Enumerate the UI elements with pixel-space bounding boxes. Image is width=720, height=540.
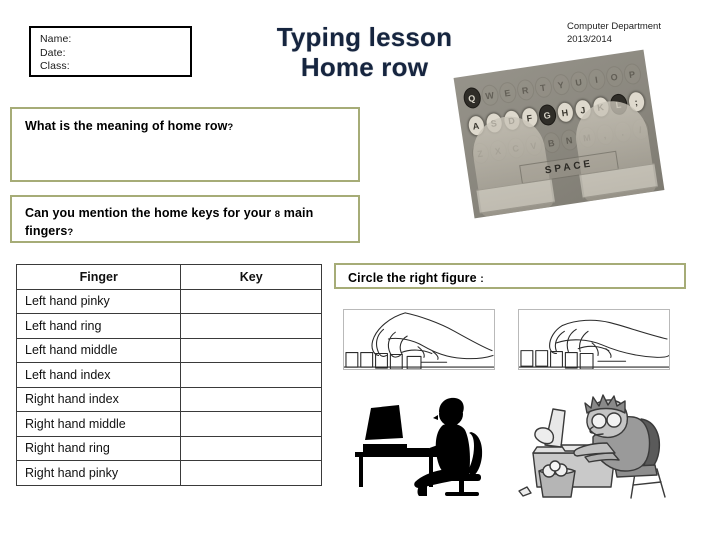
key-R: R	[515, 78, 535, 101]
key-F: F	[519, 106, 539, 129]
table-row	[17, 338, 322, 363]
table-row	[17, 363, 322, 388]
question-2-number: 8	[274, 209, 281, 220]
key-answer-cell[interactable]	[181, 436, 322, 461]
incorrect-posture-cartoon-icon	[515, 383, 695, 500]
key-H: H	[555, 101, 575, 124]
column-header-key: Key	[181, 265, 322, 290]
hand-posture-figure-flat[interactable]	[518, 309, 670, 370]
question-3-colon: :	[480, 273, 484, 285]
page-title-line2: Home row	[300, 52, 429, 82]
hands-on-keyboard-photo	[454, 50, 665, 219]
finger-name-cell: Left hand index	[17, 363, 181, 388]
sitting-posture-figure-correct[interactable]	[341, 388, 496, 496]
key-U: U	[569, 70, 589, 93]
finger-name-cell: Right hand pinky	[17, 461, 181, 486]
key-answer-cell[interactable]	[181, 461, 322, 486]
column-header-finger: Finger	[17, 265, 181, 290]
table-header-row	[17, 265, 322, 290]
key-O: O	[604, 65, 624, 88]
question-1-mark: ?	[227, 122, 234, 133]
department-name: Computer Department	[567, 21, 661, 32]
finger-name-cell: Left hand ring	[17, 314, 181, 339]
key-answer-cell[interactable]	[181, 338, 322, 363]
key-semicolon: ;	[626, 90, 646, 113]
finger-name-cell: Right hand index	[17, 387, 181, 412]
question-box-home-row-meaning	[10, 107, 360, 182]
key-A: A	[466, 114, 486, 137]
table-row	[17, 436, 322, 461]
class-label: Class:	[40, 60, 70, 72]
correct-posture-silhouette-icon	[341, 388, 496, 496]
table-row	[17, 461, 322, 486]
curved-hand-icon	[344, 310, 494, 369]
date-label: Date:	[40, 46, 66, 59]
department-block	[567, 21, 661, 46]
question-2-mark: ?	[67, 227, 74, 238]
question-2-text	[25, 205, 346, 241]
key-Y: Y	[551, 73, 571, 96]
question-3-text	[348, 270, 684, 287]
key-E: E	[497, 81, 517, 104]
question-1-label: What is the meaning of home row	[25, 119, 228, 133]
question-box-home-keys	[10, 195, 360, 243]
key-answer-cell[interactable]	[181, 289, 322, 314]
key-answer-cell[interactable]	[181, 314, 322, 339]
key-G: G	[537, 103, 557, 126]
academic-year: 2013/2014	[567, 33, 612, 45]
hand-posture-figure-curved[interactable]	[343, 309, 495, 370]
page-title-line1: Typing lesson	[276, 22, 453, 52]
question-1-text	[25, 118, 358, 136]
key-W: W	[480, 84, 500, 107]
table-row	[17, 314, 322, 339]
key-T: T	[533, 76, 553, 99]
sitting-posture-figure-incorrect[interactable]	[515, 383, 695, 500]
key-J: J	[573, 98, 593, 121]
finger-name-cell: Left hand pinky	[17, 289, 181, 314]
finger-name-cell: Right hand middle	[17, 412, 181, 437]
table-row	[17, 412, 322, 437]
key-B: B	[541, 131, 561, 154]
finger-name-cell: Right hand ring	[17, 436, 181, 461]
question-box-circle-figure	[334, 263, 686, 289]
finger-name-cell: Left hand middle	[17, 338, 181, 363]
name-label: Name:	[40, 33, 72, 45]
key-I: I	[586, 68, 606, 91]
key-Q: Q	[462, 86, 482, 109]
key-answer-cell[interactable]	[181, 387, 322, 412]
key-space: SPACE	[519, 151, 619, 184]
key-answer-cell[interactable]	[181, 363, 322, 388]
flat-hand-icon	[519, 310, 669, 369]
finger-key-table	[16, 264, 322, 486]
table-row	[17, 387, 322, 412]
student-info-box	[29, 26, 192, 77]
question-3-label: Circle the right figure	[348, 271, 477, 285]
key-answer-cell[interactable]	[181, 412, 322, 437]
question-2-part1: Can you mention the home keys for your	[25, 206, 272, 220]
key-P: P	[622, 62, 642, 85]
page-title	[232, 22, 497, 82]
key-N: N	[559, 128, 579, 151]
question-2-part2: main fingers	[25, 206, 314, 238]
table-row	[17, 289, 322, 314]
